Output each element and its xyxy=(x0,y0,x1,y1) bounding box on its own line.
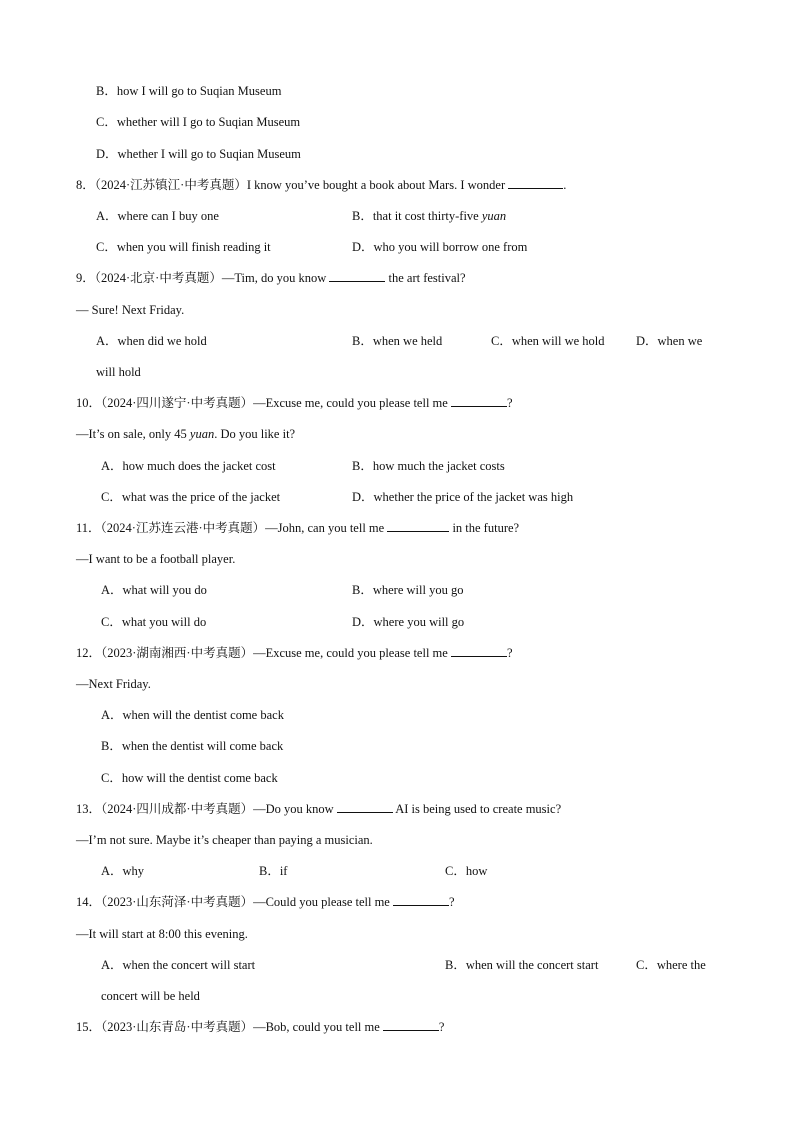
q12-stem xyxy=(76,645,513,661)
q10-reply-italic: yuan xyxy=(189,427,215,441)
q11-stem-end: in the future? xyxy=(449,521,520,535)
q13-stem xyxy=(76,801,561,817)
q9-option-b: B．when we held xyxy=(352,334,443,348)
q8-option-b xyxy=(352,208,506,224)
q8-option-b-italic: yuan xyxy=(481,209,507,223)
answer-blank xyxy=(337,801,393,813)
q13-reply: —I’m not sure. Maybe it’s cheaper than paying a musician. xyxy=(76,833,373,847)
q15-stem-text: 15．（2023·山东青岛·中考真题）—Bob, could you tell me xyxy=(76,1020,383,1034)
q11-option-c: C．what you will do xyxy=(101,615,207,629)
q8-option-b-text: B．that it cost thirty-five xyxy=(352,209,482,223)
q7-option-c: C．whether will I go to Suqian Museum xyxy=(96,115,301,129)
q11-reply: —I want to be a football player. xyxy=(76,552,236,566)
answer-blank xyxy=(451,645,507,657)
q9-stem xyxy=(76,270,466,286)
q14-option-b: B．when will the concert start xyxy=(445,958,599,972)
q10-option-a: A．how much does the jacket cost xyxy=(101,459,276,473)
q10-stem-text: 10．（2024·四川遂宁·中考真题）—Excuse me, could you please tell me xyxy=(76,396,451,410)
q10-stem-end: ? xyxy=(506,396,513,410)
q10-reply xyxy=(76,426,295,442)
q8-option-c: C．when you will finish reading it xyxy=(96,240,271,254)
q14-reply: —It will start at 8:00 this evening. xyxy=(76,927,248,941)
q13-option-c: C．how xyxy=(445,864,488,878)
q14-option-c-continued: concert will be held xyxy=(101,989,200,1003)
q12-stem-text: 12．（2023·湖南湘西·中考真题）—Excuse me, could you please tell me xyxy=(76,646,451,660)
q15-stem-end: ? xyxy=(438,1020,445,1034)
q9-stem-end: the art festival? xyxy=(385,271,466,285)
q8-stem-end: . xyxy=(563,178,567,192)
q13-option-a: A．why xyxy=(101,864,145,878)
q11-stem-text: 11．（2024·江苏连云港·中考真题）—John, can you tell me xyxy=(76,521,388,535)
q9-option-c: C．when will we hold xyxy=(491,334,605,348)
q11-option-b: B．where will you go xyxy=(352,583,464,597)
q14-stem-end: ? xyxy=(448,895,455,909)
answer-blank xyxy=(383,1019,439,1031)
answer-blank xyxy=(387,520,449,532)
q7-option-d: D．whether I will go to Suqian Museum xyxy=(96,147,301,161)
q10-stem xyxy=(76,395,513,411)
q8-stem xyxy=(76,177,566,193)
q12-stem-end: ? xyxy=(506,646,513,660)
q9-option-d: D．when we xyxy=(636,334,703,348)
q10-option-b: B．how much the jacket costs xyxy=(352,459,505,473)
q13-option-b: B．if xyxy=(259,864,288,878)
q8-option-d: D．who you will borrow one from xyxy=(352,240,528,254)
q9-option-d-continued: will hold xyxy=(96,365,141,379)
q8-option-a: A．where can I buy one xyxy=(96,209,219,223)
answer-blank xyxy=(451,395,507,407)
q10-reply-end: . Do you like it? xyxy=(214,427,296,441)
q9-reply: — Sure! Next Friday. xyxy=(76,303,185,317)
q10-option-c: C．what was the price of the jacket xyxy=(101,490,281,504)
q14-option-a: A．when the concert will start xyxy=(101,958,256,972)
q12-option-a: A．when will the dentist come back xyxy=(101,708,284,722)
q7-option-b: B．how I will go to Suqian Museum xyxy=(96,84,282,98)
answer-blank xyxy=(393,894,449,906)
q13-stem-text: 13．（2024·四川成都·中考真题）—Do you know xyxy=(76,802,337,816)
q12-option-c: C．how will the dentist come back xyxy=(101,771,278,785)
q11-option-a: A．what will you do xyxy=(101,583,207,597)
q8-stem-text: 8．（2024·江苏镇江·中考真题）I know you’ve bought a book about Mars. I wonder xyxy=(76,178,509,192)
q12-option-b: B．when the dentist will come back xyxy=(101,739,284,753)
q10-reply-text: —It’s on sale, only 45 xyxy=(76,427,190,441)
q14-stem-text: 14．（2023·山东菏泽·中考真题）—Could you please tell me xyxy=(76,895,393,909)
q11-option-d: D．where you will go xyxy=(352,615,465,629)
q10-option-d: D．whether the price of the jacket was high xyxy=(352,490,574,504)
q12-reply: —Next Friday. xyxy=(76,677,151,691)
q13-stem-end: AI is being used to create music? xyxy=(392,802,562,816)
answer-blank xyxy=(329,270,385,282)
q14-option-c: C．where the xyxy=(636,958,706,972)
q15-stem xyxy=(76,1019,444,1035)
answer-blank xyxy=(508,177,563,189)
q11-stem xyxy=(76,520,519,536)
q14-stem xyxy=(76,894,455,910)
q9-stem-text: 9．（2024·北京·中考真题）—Tim, do you know xyxy=(76,271,330,285)
q9-option-a: A．when did we hold xyxy=(96,334,207,348)
